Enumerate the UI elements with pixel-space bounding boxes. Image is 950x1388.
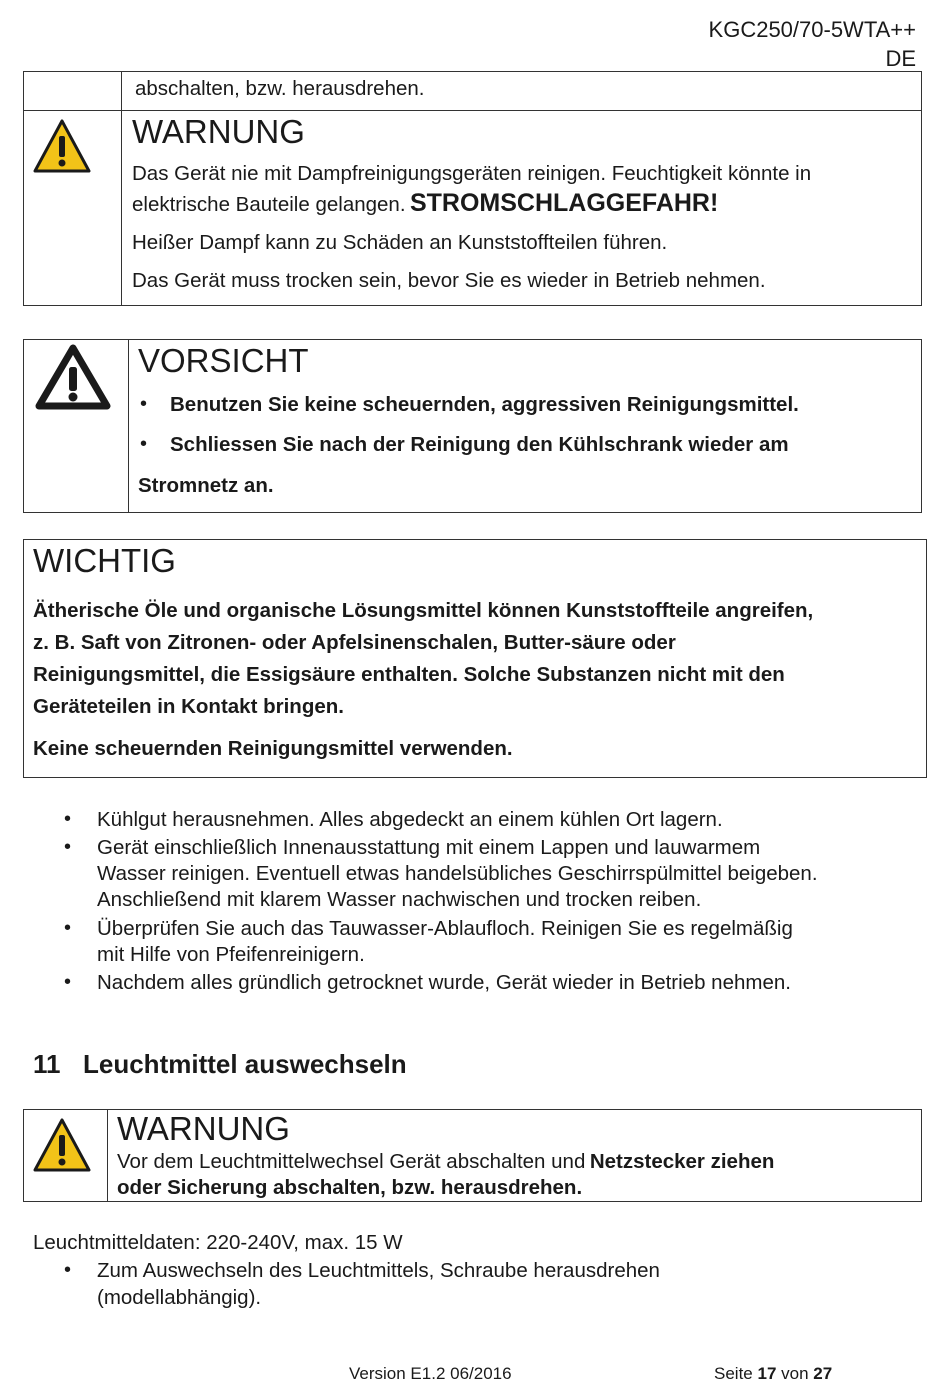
warning-line-2-text: elektrische Bauteile gelangen.	[132, 193, 406, 216]
step-4: Nachdem alles gründlich getrocknet wurde, Gerät wieder in Betrieb nehmen.	[97, 971, 791, 994]
caution-item-2-cont: Stromnetz an.	[138, 474, 274, 497]
warning-title: WARNUNG	[132, 113, 305, 150]
lamp-warning-title: WARNUNG	[117, 1110, 290, 1147]
important-line-1: Ätherische Öle und organische Lösungsmittel können Kunststoffteile angreifen,	[33, 599, 814, 622]
lamp-specs: Leuchtmitteldaten: 220-240V, max. 15 W	[33, 1231, 403, 1254]
shock-hazard-label: STROMSCHLAGGEFAHR!	[409, 189, 719, 217]
step-3-line-2: mit Hilfe von Pfeifenreinigern.	[97, 943, 365, 966]
warning-line-2	[132, 189, 718, 218]
caution-box	[23, 339, 922, 513]
step-2-line-3: Anschließend mit klarem Wasser nachwischen und trocken reiben.	[97, 888, 702, 911]
page-number	[714, 1364, 832, 1384]
lamp-step-line-1: Zum Auswechseln des Leuchtmittels, Schraube herausdrehen	[97, 1259, 660, 1282]
step-3-line-1: Überprüfen Sie auch das Tauwasser-Ablaufloch. Reinigen Sie es regelmäßig	[97, 917, 793, 940]
lamp-warning-line-1	[117, 1150, 774, 1174]
version-label: Version E1.2 06/2016	[349, 1364, 512, 1383]
unplug-label: Netzstecker ziehen	[589, 1150, 775, 1173]
of-label: von	[781, 1364, 809, 1383]
model-number: KGC250/70-5WTA++	[708, 17, 916, 42]
caution-title: VORSICHT	[138, 342, 309, 379]
important-line-2: z. B. Saft von Zitronen- oder Apfelsinenschalen, Butter-säure oder	[33, 631, 676, 654]
important-box	[23, 539, 927, 778]
bullet: •	[64, 971, 72, 993]
section-number: 11	[33, 1049, 61, 1079]
warning-line-4: Das Gerät muss trocken sein, bevor Sie es wieder in Betrieb nehmen.	[132, 269, 766, 292]
continuation-text: abschalten, bzw. herausdrehen.	[135, 77, 425, 100]
warning-triangle-icon	[32, 117, 92, 175]
step-2-line-1: Gerät einschließlich Innenausstattung mit einem Lappen und lauwarmem	[97, 836, 761, 859]
lamp-step-line-2: (modellabhängig).	[97, 1286, 262, 1309]
warning-line-1: Das Gerät nie mit Dampfreinigungsgeräten reinigen. Feuchtigkeit könnte in	[132, 162, 812, 185]
language-code: DE	[885, 46, 916, 71]
important-line-3: Reinigungsmittel, die Essigsäure enthalten. Solche Substanzen nicht mit den	[33, 663, 785, 686]
bullet: •	[64, 917, 72, 939]
lamp-warning-text: Vor dem Leuchtmittelwechsel Gerät abschalten und	[117, 1150, 586, 1173]
important-title: WICHTIG	[33, 542, 176, 579]
bullet: •	[64, 808, 72, 830]
section-title: Leuchtmittel auswechseln	[83, 1049, 407, 1079]
total-pages: 27	[813, 1364, 833, 1383]
lamp-warning-line-2: oder Sicherung abschalten, bzw. herausdrehen.	[117, 1176, 583, 1199]
caution-triangle-icon	[34, 342, 112, 412]
page-label: Seite	[714, 1364, 753, 1383]
bullet: •	[64, 836, 72, 858]
important-line-5: Keine scheuernden Reinigungsmittel verwenden.	[33, 737, 513, 760]
lamp-warning-box	[23, 1109, 922, 1202]
important-line-4: Geräteteilen in Kontakt bringen.	[33, 695, 344, 718]
step-1: Kühlgut herausnehmen. Alles abgedeckt an einem kühlen Ort lagern.	[97, 808, 723, 831]
current-page: 17	[757, 1364, 777, 1383]
warning-line-3: Heißer Dampf kann zu Schäden an Kunststoffteilen führen.	[132, 231, 668, 254]
step-2-line-2: Wasser reinigen. Eventuell etwas handelsübliches Geschirrspülmittel beigeben.	[97, 862, 818, 885]
caution-item-1: Benutzen Sie keine scheuernden, aggressiven Reinigungsmittel.	[170, 393, 799, 416]
bullet: •	[140, 393, 148, 415]
warning-triangle-icon	[32, 1116, 92, 1174]
bullet: •	[64, 1259, 72, 1281]
caution-item-2: Schliessen Sie nach der Reinigung den Kühlschrank wieder am	[170, 433, 789, 456]
warning-box	[23, 111, 922, 306]
continuation-box	[23, 71, 922, 111]
bullet: •	[140, 433, 148, 455]
